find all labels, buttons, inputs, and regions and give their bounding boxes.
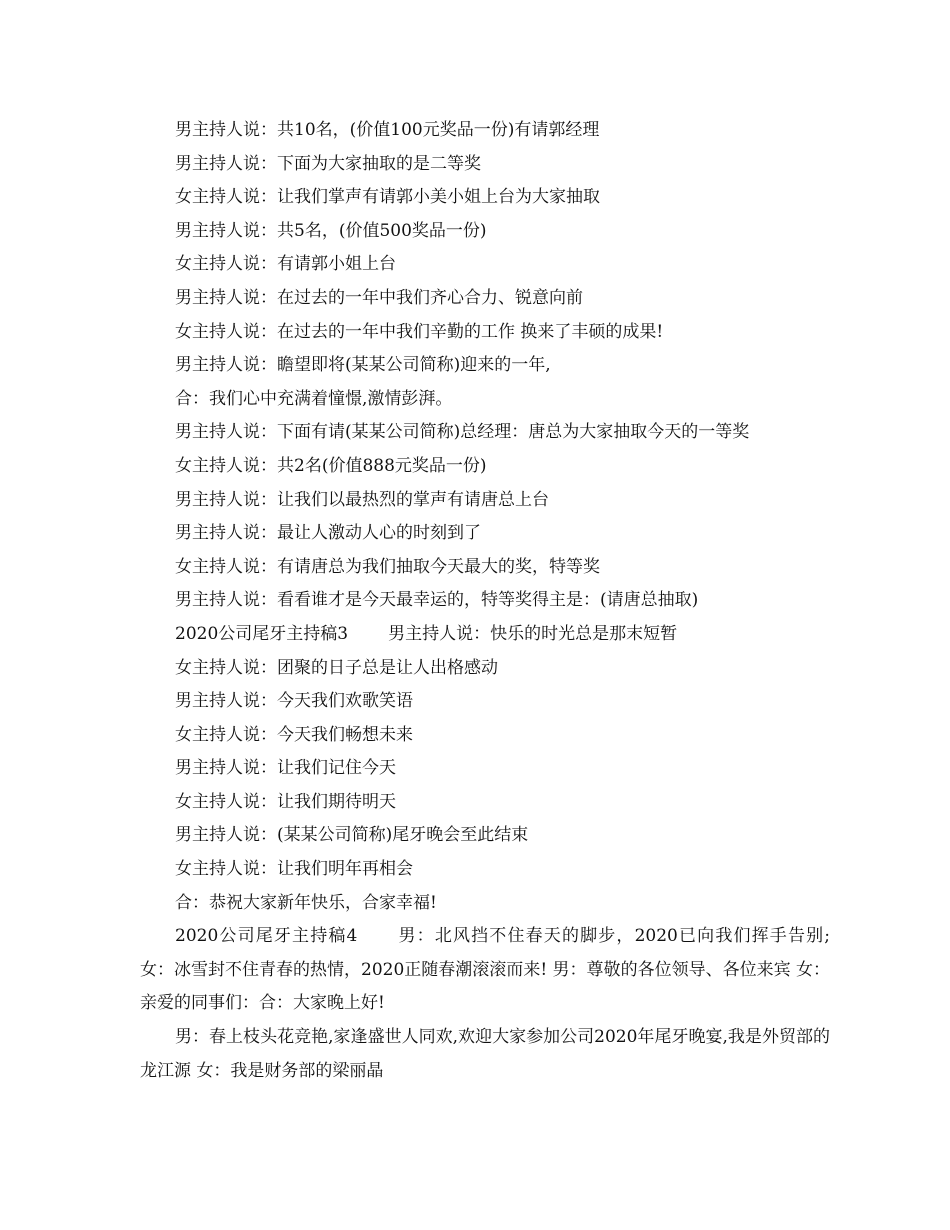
- section-title: 2020公司尾牙主持稿4: [175, 926, 358, 947]
- section-first-paragraph: 男：北风挡不住春天的脚步，2020已向我们挥手告别; 女：冰雪封不住青春的热情，2020正随春潮滚滚而来! 男：尊敬的各位领导、各位来宾 女：亲爱的同事们：合：大家晚上好!: [140, 926, 830, 1014]
- document-body: [140, 114, 830, 1088]
- closing-paragraph: 男：春上枝头花竞艳,家逢盛世人同欢,欢迎大家参加公司2020年尾牙晚宴,我是外贸部的龙江源 女：我是财务部的梁丽晶: [140, 1027, 830, 1081]
- dialogue-line: 男主持人说：(某某公司简称)尾牙晚会至此结束: [175, 825, 529, 846]
- dialogue-line: 女主持人说：共2名(价值888元奖品一份): [175, 455, 487, 476]
- dialogue-line: 合：恭祝大家新年快乐，合家幸福!: [175, 892, 437, 913]
- section-title: 2020公司尾牙主持稿3: [175, 623, 349, 644]
- section-heading-3: [140, 618, 830, 652]
- dialogue-line: 男主持人说：下面为大家抽取的是二等奖: [175, 153, 481, 174]
- dialogue-line: 男主持人说：下面有请(某某公司简称)总经理：唐总为大家抽取今天的一等奖: [175, 422, 750, 443]
- dialogue-line: 女主持人说：在过去的一年中我们辛勤的工作 换来了丰硕的成果!: [175, 321, 664, 342]
- dialogue-line: 女主持人说：有请郭小姐上台: [175, 254, 396, 275]
- dialogue-line: 女主持人说：团聚的日子总是让人出格感动: [175, 657, 498, 678]
- dialogue-line: 女主持人说：让我们明年再相会: [175, 859, 413, 880]
- dialogue-line: 男主持人说：在过去的一年中我们齐心合力、锐意向前: [175, 287, 583, 308]
- dialogue-line: 男主持人说：今天我们欢歌笑语: [175, 691, 413, 712]
- section-first-line: 男主持人说：快乐的时光总是那末短暂: [388, 623, 678, 644]
- dialogue-line: 男主持人说：共10名，(价值100元奖品一份)有请郭经理: [175, 120, 600, 140]
- section-heading-4: [140, 920, 830, 1021]
- dialogue-line: 男主持人说：看看谁才是今天最幸运的，特等奖得主是：(请唐总抽取): [175, 590, 699, 611]
- dialogue-line: 女主持人说：让我们期待明天: [175, 791, 396, 812]
- dialogue-line: 男主持人说：让我们记住今天: [175, 758, 396, 779]
- dialogue-line: 男主持人说：最让人激动人心的时刻到了: [175, 523, 481, 544]
- dialogue-line: 男主持人说：让我们以最热烈的掌声有请唐总上台: [175, 489, 549, 510]
- dialogue-line: 男主持人说：共5名，(价值500奖品一份): [175, 220, 487, 241]
- dialogue-line: 女主持人说：有请唐总为我们抽取今天最大的奖，特等奖: [175, 556, 600, 577]
- dialogue-line: 女主持人说：今天我们畅想未来: [175, 724, 413, 745]
- dialogue-line: 合：我们心中充满着憧憬,激情彭湃。: [175, 388, 453, 409]
- dialogue-line: 男主持人说：瞻望即将(某某公司简称)迎来的一年,: [175, 355, 551, 376]
- dialogue-line: 女主持人说：让我们掌声有请郭小美小姐上台为大家抽取: [175, 187, 600, 208]
